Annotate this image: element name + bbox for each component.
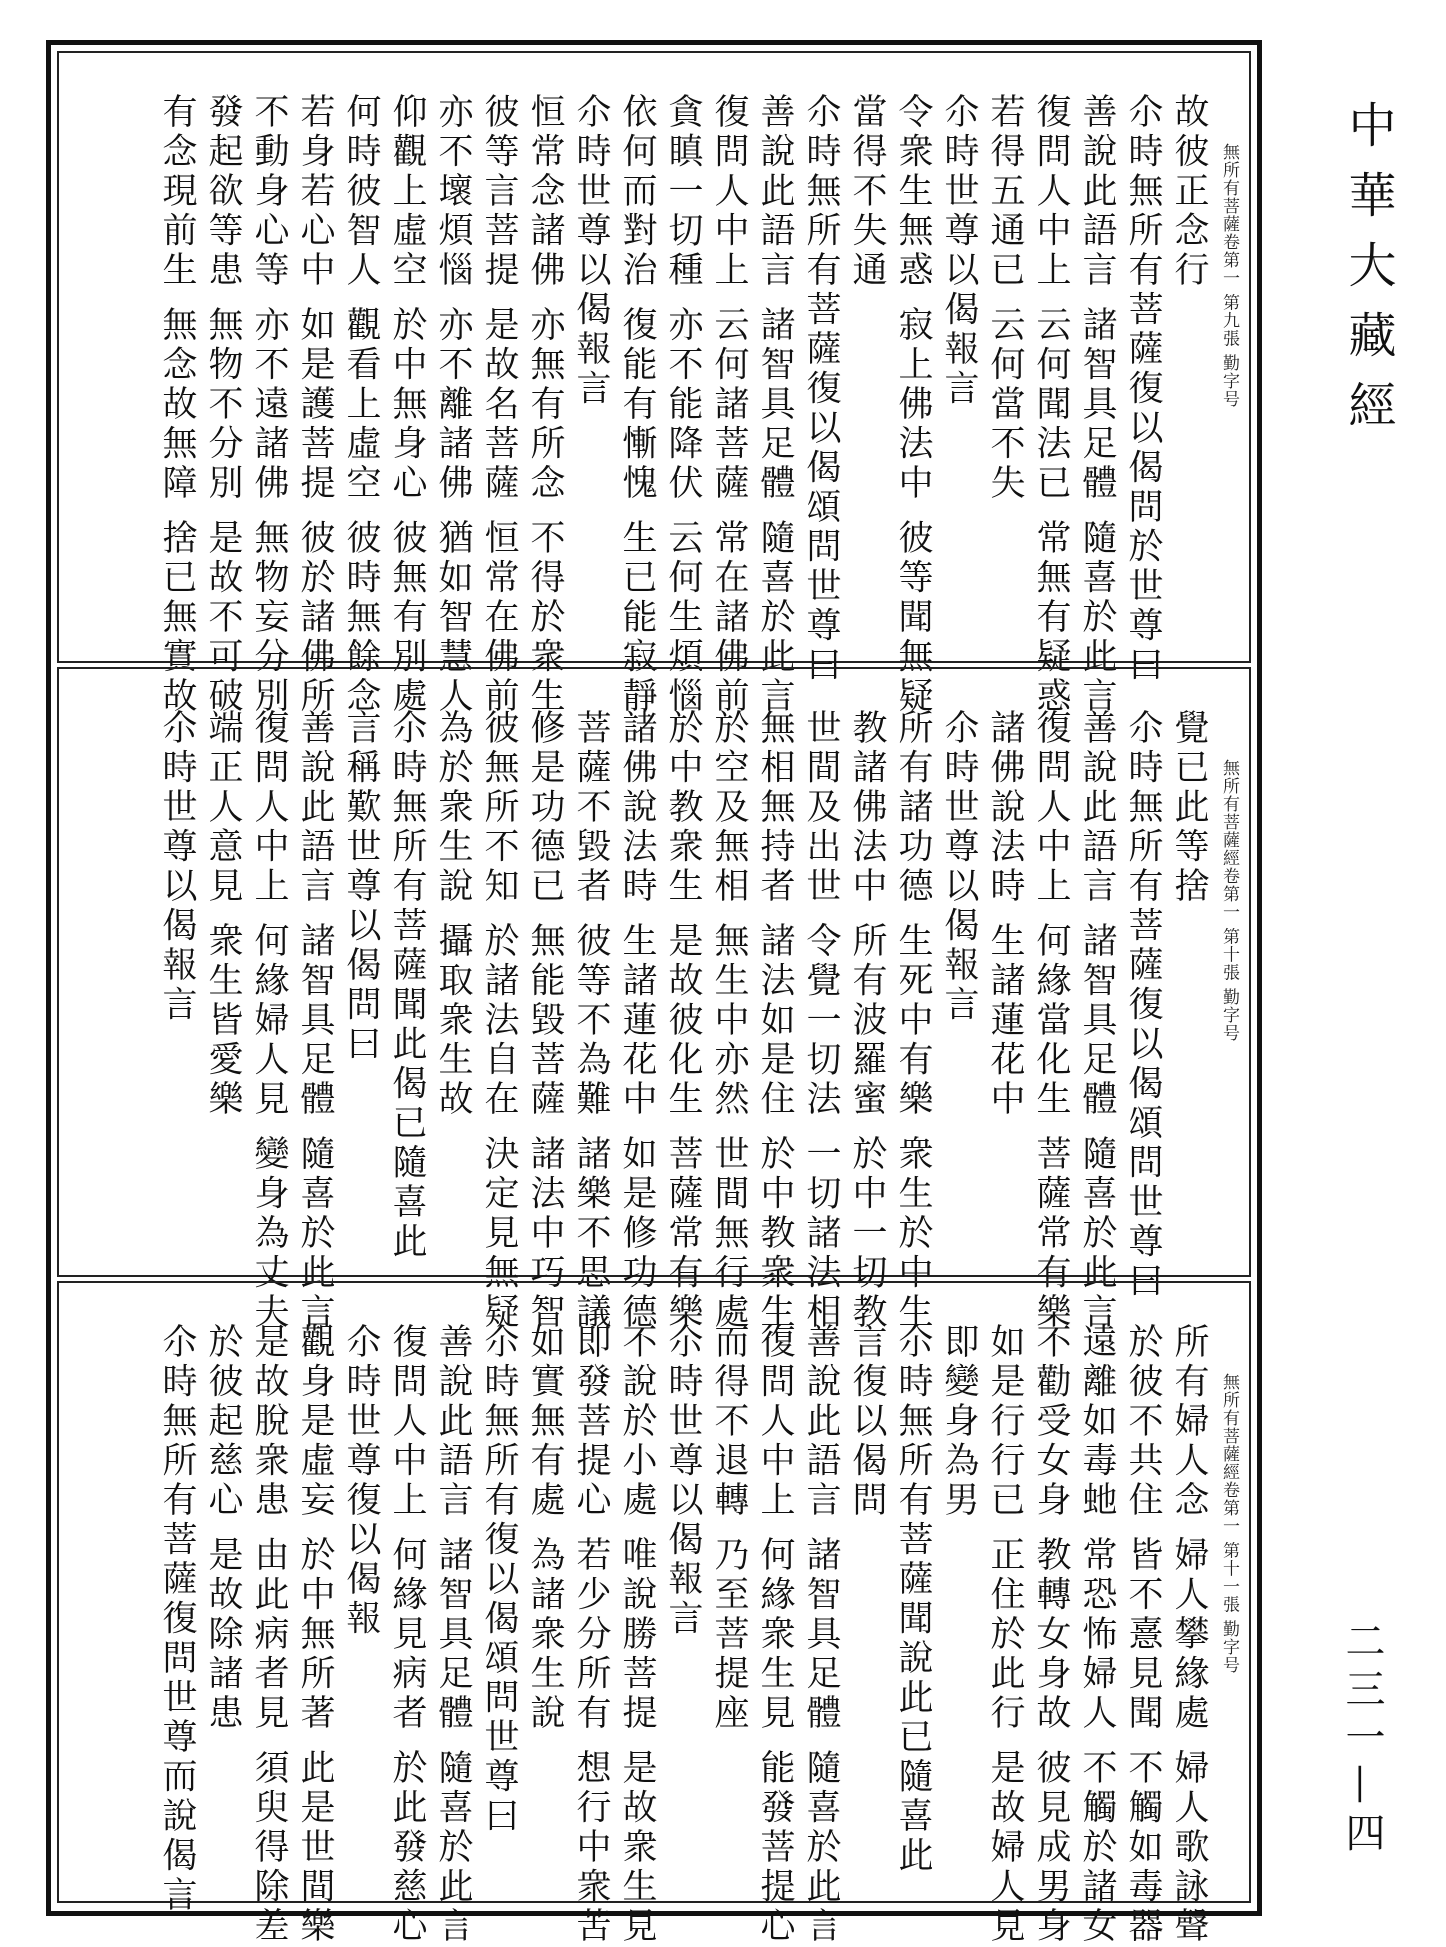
panel-1-column-12: 貪瞋一切種 亦不能降伏 云何生煩惱	[663, 93, 703, 717]
panel-1-column-11: 復問人中上 云何諸菩薩 常在諸佛前	[709, 93, 749, 717]
sutra-panel-1	[57, 51, 1251, 717]
panel-3-column-19: 尒時世尊復以偈報	[341, 1323, 381, 1639]
panel-2-column-14: 菩薩不毀者 彼等不為難 諸樂不思議	[571, 709, 611, 1333]
panel-1-column-1: 故彼正念行	[1169, 93, 1209, 291]
collection-title: 中華大藏經	[1340, 100, 1396, 450]
panel-2-column-3: 善說此語言 諸智具足體 隨喜於此言	[1077, 709, 1117, 1333]
panel-3-column-13: 不說於小處 唯說勝菩提 是故衆生見	[617, 1323, 657, 1947]
panel-3-column-15: 如實無有處 為諸衆生說	[525, 1323, 565, 1734]
panel-2-column-17: 為於衆生說 攝取衆生故	[433, 709, 473, 1120]
panel-3-column-18: 復問人中上 何緣見病者 於此發慈心	[387, 1323, 427, 1947]
panel-3-column-23: 尒時無所有菩薩復問世尊而說偈言	[157, 1323, 197, 1916]
panel-3-column-12: 尒時世尊以偈報言	[663, 1323, 703, 1639]
panel-3-column-3: 遠離如毒虵 常恐怖婦人 不觸於諸女	[1077, 1323, 1117, 1947]
panel-2-column-21: 復問人中上 何緣婦人見 變身為丈夫	[249, 709, 289, 1333]
panel-2-column-22: 端正人意見 衆生皆愛樂	[203, 709, 243, 1120]
panel-1-column-21: 不動身心等 亦不遠諸佛 無物妄分別	[249, 93, 289, 717]
panel-3-column-1: 所有婦人念 婦人攀緣處 婦人歌詠聲	[1169, 1323, 1209, 1947]
panel-1-column-23: 有念現前生 無念故無障 捨已無實故	[157, 93, 197, 717]
panel-1-column-7: 令衆生無惑 寂上佛法中 彼等聞無疑	[893, 93, 933, 717]
panel-1-column-4: 復問人中上 云何聞法已 常無有疑惑	[1031, 93, 1071, 717]
panel-3-column-2: 於彼不共住 皆不憙見聞 不觸如毒器	[1123, 1323, 1163, 1947]
panel-1-column-3: 善說此語言 諸智具足體 隨喜於此言	[1077, 93, 1117, 717]
panel-3-column-8: 言復以偈問	[847, 1323, 887, 1521]
panel-3-margin-label: 無所有菩薩經卷第一 第十一張 勤字号	[1219, 1373, 1239, 1674]
panel-2-column-4: 復問人中上 何緣當化生 菩薩常有樂	[1031, 709, 1071, 1333]
panel-3-column-9: 善說此語言 諸智具足體 隨喜於此言	[801, 1323, 841, 1947]
panel-3-column-20: 觀身是虛妄 於中無所著 此是世間樂	[295, 1323, 335, 1947]
panel-2-column-18: 尒時無所有菩薩聞此偈已隨喜此	[387, 709, 427, 1262]
page-number: 二三一—四	[1339, 1620, 1385, 1860]
panel-3-column-21: 是故脫衆患 由此病者見 須臾得除差	[249, 1323, 289, 1947]
panel-1-column-9: 尒時無所有菩薩復以偈頌問世尊曰	[801, 93, 841, 686]
panel-2-column-9: 世間及出世 令覺一切法 一切諸法相	[801, 709, 841, 1333]
panel-2-column-11: 於空及無相 無生中亦然 世間無行處	[709, 709, 749, 1333]
panel-1-column-10: 善說此語言 諸智具足體 隨喜於此言	[755, 93, 795, 717]
panel-1-column-19: 何時彼智人 觀看上虛空 彼時無餘念	[341, 93, 381, 717]
page-frame	[46, 40, 1262, 1947]
panel-1-margin-label: 無所有菩薩卷第一 第九張 勤字号	[1219, 143, 1239, 408]
panel-3-column-17: 善說此語言 諸智具足體 隨喜於此言	[433, 1323, 473, 1947]
panel-2-column-12: 於中教衆生 是故彼化生 菩薩常有樂	[663, 709, 703, 1333]
panel-1-column-8: 當得不失通	[847, 93, 887, 291]
panel-1-column-16: 彼等言菩提 是故名菩薩 恒常在佛前	[479, 93, 519, 717]
panel-1-column-14: 尒時世尊以偈報言	[571, 93, 611, 409]
sutra-panel-2	[57, 667, 1251, 1333]
panel-2-column-23: 尒時世尊以偈報言	[157, 709, 197, 1025]
panel-1-column-18: 仰觀上虛空 於中無身心 彼無有別處	[387, 93, 427, 717]
panel-1-column-15: 恒常念諸佛 亦無有所念 不得於衆生	[525, 93, 565, 717]
sutra-panel-3	[57, 1281, 1251, 1947]
panel-3-column-14: 即發菩提心 若少分所有 想行中衆苦	[571, 1323, 611, 1947]
panel-3-column-4: 不勸受女身 教轉女身故 彼見成男身	[1031, 1323, 1071, 1947]
panel-2-column-7: 所有諸功德 生死中有樂 衆生於中生	[893, 709, 933, 1333]
panel-1-column-2: 尒時無所有菩薩復以偈問於世尊曰	[1123, 93, 1163, 686]
panel-2-column-6: 尒時世尊以偈報言	[939, 709, 979, 1025]
panel-3-column-5: 如是行行已 正住於此行 是故婦人見	[985, 1323, 1025, 1947]
panel-1-column-6: 尒時世尊以偈報言	[939, 93, 979, 409]
panel-3-column-22: 於彼起慈心 是故除諸患	[203, 1323, 243, 1734]
panel-1-column-5: 若得五通已 云何當不失	[985, 93, 1025, 504]
panel-2-column-1: 覺已此等捨	[1169, 709, 1209, 907]
panel-2-column-8: 教諸佛法中 所有波羅蜜 於中一切教	[847, 709, 887, 1333]
panel-1-column-17: 亦不壞煩惱 亦不離諸佛 猶如智慧人	[433, 93, 473, 717]
panel-2-margin-label: 無所有菩薩經卷第一 第十張 勤字号	[1219, 759, 1239, 1042]
panel-3-column-6: 即變身為男	[939, 1323, 979, 1521]
panel-2-column-15: 修是功德已 無能毀菩薩 諸法中巧智	[525, 709, 565, 1333]
panel-3-column-7: 尒時無所有菩薩聞說此已隨喜此	[893, 1323, 933, 1876]
panel-3-column-11: 而得不退轉 乃至菩提座	[709, 1323, 749, 1734]
panel-1-column-20: 若身若心中 如是護菩提 彼於諸佛所	[295, 93, 335, 717]
panel-3-column-16: 尒時無所有復以偈頌問世尊曰	[479, 1323, 519, 1837]
panel-1-column-22: 發起欲等患 無物不分別 是故不可破	[203, 93, 243, 717]
panel-2-column-2: 尒時無所有菩薩復以偈頌問世尊曰	[1123, 709, 1163, 1302]
panel-2-column-5: 諸佛說法時 生諸蓮花中	[985, 709, 1025, 1120]
panel-3-column-10: 復問人中上 何緣衆生見 能發菩提心	[755, 1323, 795, 1947]
panel-2-column-20: 善說此語言 諸智具足體 隨喜於此言	[295, 709, 335, 1333]
panel-2-column-19: 言稱歎世尊以偈問曰	[341, 709, 381, 1065]
panel-2-column-13: 諸佛說法時 生諸蓮花中 如是修功德	[617, 709, 657, 1333]
panel-2-column-16: 彼無所不知 於諸法自在 決定見無疑	[479, 709, 519, 1333]
panel-1-column-13: 依何而對治 復能有慚愧 生已能寂靜	[617, 93, 657, 717]
panel-2-column-10: 無相無持者 諸法如是住 於中教衆生	[755, 709, 795, 1333]
